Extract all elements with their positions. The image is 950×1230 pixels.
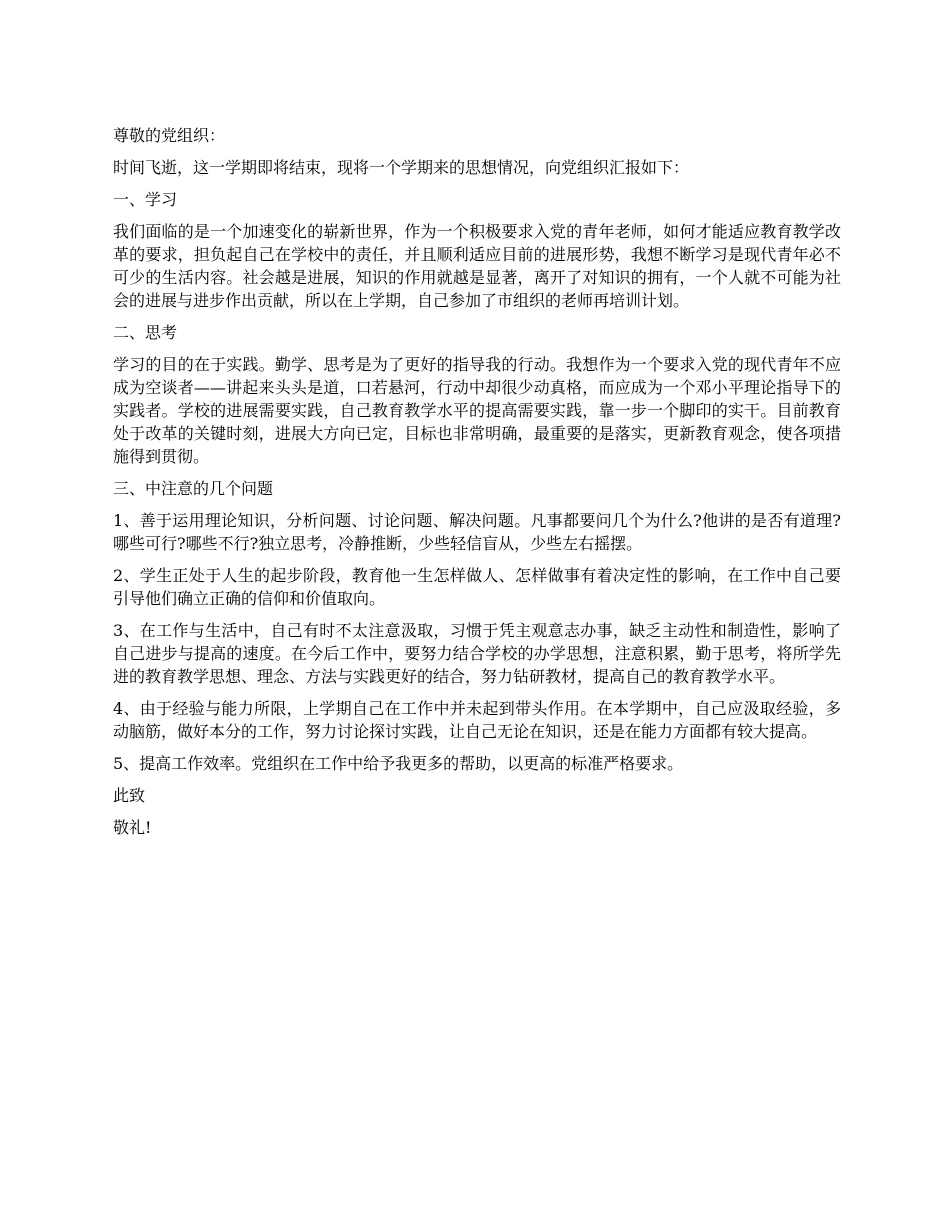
section-heading-issues: 三、中注意的几个问题 <box>113 479 274 498</box>
section-body-study: 我们面临的是一个加速变化的崭新世界，作为一个积极要求入党的青年老师，如何才能适应教育教学改革的要求，担负起自己在学校中的责任，并且顺利适应目前的进展形势，我想不断学习是现代青年必不可少的生活内容。社会越是进展，知识的作用就越是显著，离开了对知识的拥有，一个人就不可能为社会的进展与进步作出贡献，所以在上学期，自己参加了市组织的老师再培训计划。 <box>113 222 841 310</box>
issue-item: 4、由于经验与能力所限，上学期自己在工作中并未起到带头作用。在本学期中，自己应汲取经验，多动脑筋，做好本分的工作，努力讨论探讨实践，让自己无论在知识，还是在能力方面都有较大提高。 <box>113 699 841 741</box>
closing-line: 此致 <box>113 786 146 805</box>
closing-salute: 敬礼! <box>113 818 152 837</box>
issue-item: 1、善于运用理论知识，分析问题、讨论问题、解决问题。凡事都要问几个为什么?他讲的是否有道理?哪些可行?哪些不行?独立思考，冷静推断，少些轻信盲从，少些左右摇摆。 <box>113 511 841 553</box>
intro-paragraph: 时间飞逝，这一学期即将结束，现将一个学期来的思想情况，向党组织汇报如下： <box>113 158 690 177</box>
letter-document <box>113 124 841 848</box>
salutation: 尊敬的党组织： <box>113 126 226 145</box>
section-heading-study: 一、学习 <box>113 190 178 209</box>
issue-item: 3、在工作与生活中，自己有时不太注意汲取，习惯于凭主观意志办事，缺乏主动性和制造性，影响了自己进步与提高的速度。在今后工作中，要努力结合学校的办学思想，注意积累，勤于思考，将所学先进的教育教学思想、理念、方法与实践更好的结合，努力钻研教材，提高自己的教育教学水平。 <box>113 621 841 686</box>
issue-item: 2、学生正处于人生的起步阶段，教育他一生怎样做人、怎样做事有着决定性的影响，在工作中自己要引导他们确立正确的信仰和价值取向。 <box>113 566 841 608</box>
section-heading-thinking: 二、思考 <box>113 323 178 342</box>
issue-item: 5、提高工作效率。党组织在工作中给予我更多的帮助，以更高的标准严格要求。 <box>113 754 684 773</box>
section-body-thinking: 学习的目的在于实践。勤学、思考是为了更好的指导我的行动。我想作为一个要求入党的现代青年不应成为空谈者——讲起来头头是道，口若悬河，行动中却很少动真格，而应成为一个邓小平理论指导下的实践者。学校的进展需要实践，自己教育教学水平的提高需要实践，靠一步一个脚印的实干。目前教育处于改革的关键时刻，进展大方向已定，目标也非常明确，最重要的是落实，更新教育观念，使各项措施得到贯彻。 <box>113 355 841 466</box>
